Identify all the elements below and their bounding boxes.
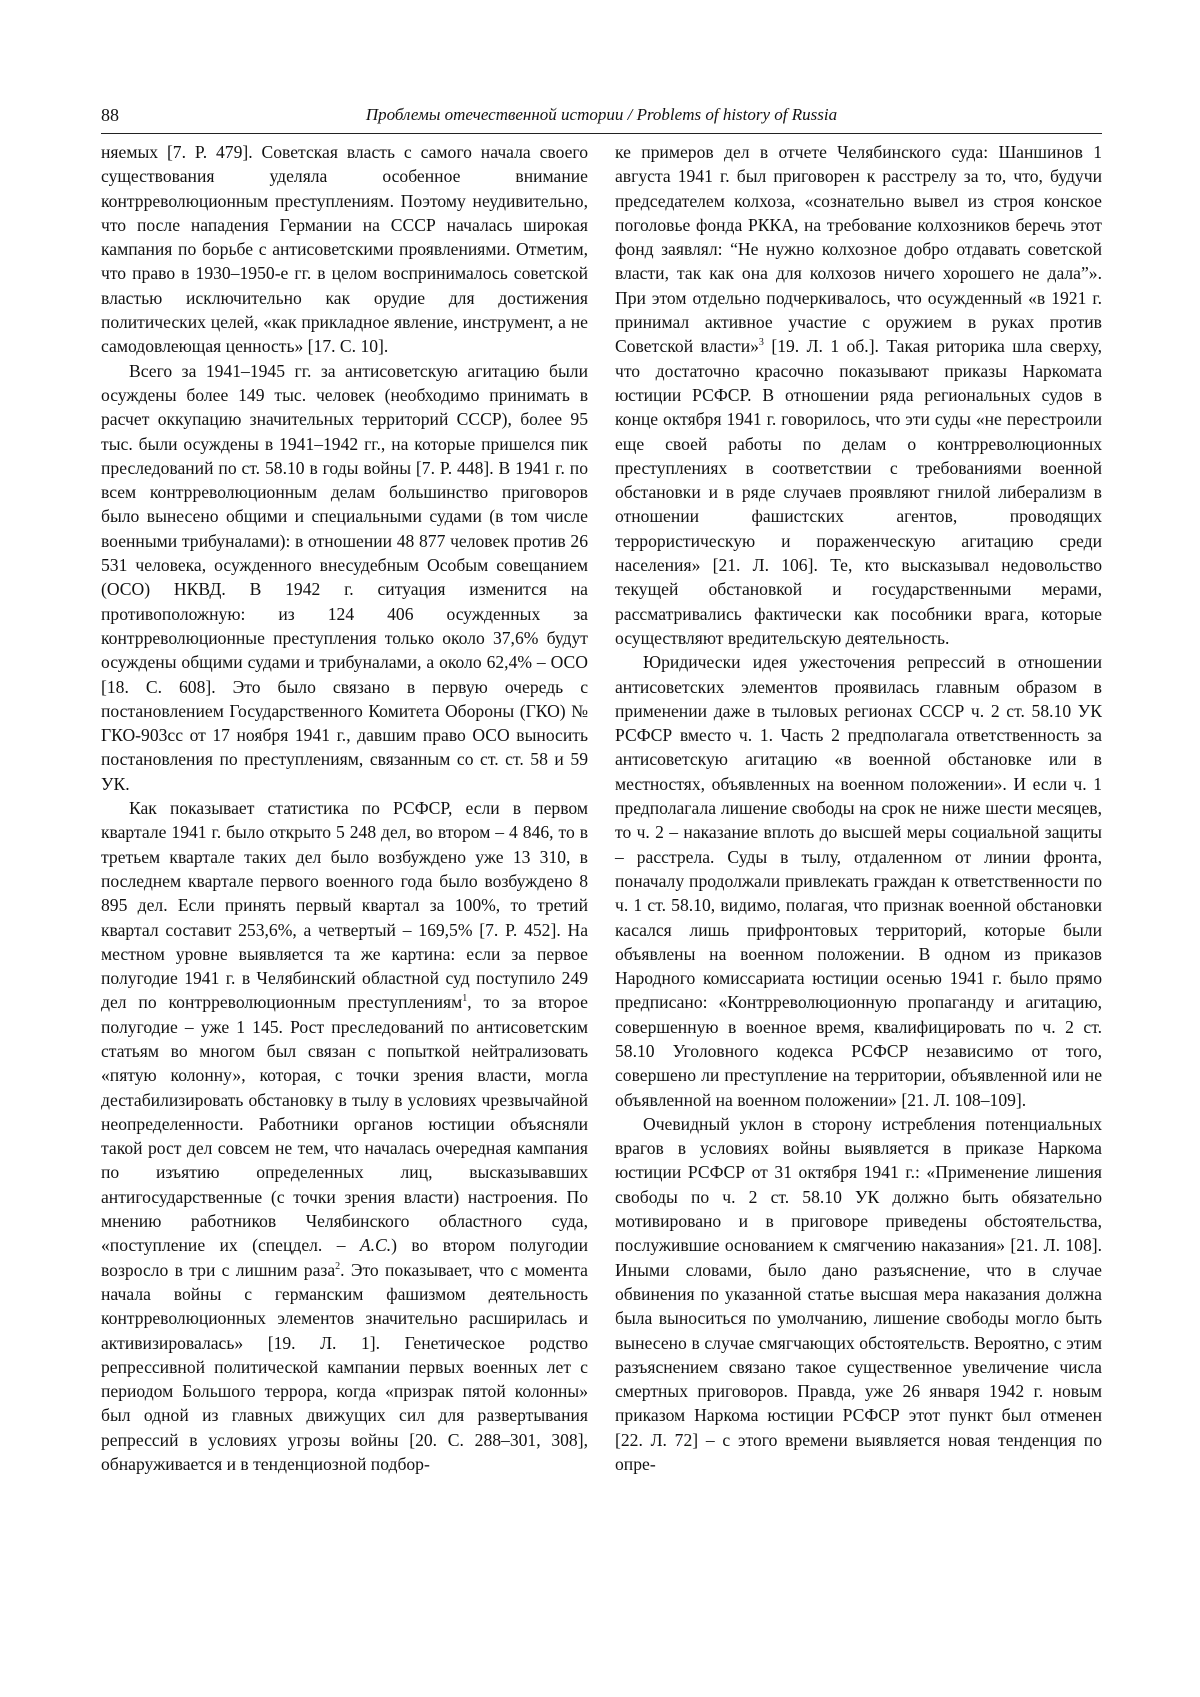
- footnote-marker: 3: [758, 337, 764, 349]
- page-header: [101, 99, 1102, 134]
- paragraph: Всего за 1941–1945 гг. за антисоветскую агитацию были осуждены более 149 тыс. человек (необходимо принимать в расчет оккупацию значительных территорий СССР), более 95 тыс. были осуждены в 1941–1942 гг., на которые пришелся пик преследований по ст. 58.10 в годы войны [7. P. 448]. В 1941 г. по всем контрреволюционным делам большинство приговоров было вынесено общими и специальными судами (в том числе военными трибуналами): в отношении 48 877 человек против 26 531 человека, осужденного внесудебным Особым совещанием (ОСО) НКВД. В 1942 г. ситуация изменится на противоположную: из 124 406 осужденных за контрреволюционные преступления только около 37,6% будут осуждены общими судами и трибуналами, а около 62,4% – ОСО [18. С. 608]. Это было связано в первую очередь с постановлением Государственного Комитета Обороны (ГКО) № ГКО-903сс от 17 ноября 1941 г., давшим право ОСО выносить постановления по преступлениям, связанным со ст. ст. 58 и 59 УК.: [101, 360, 588, 794]
- paragraph-text: ) во втором полугодии возросло в три с лишним раза: [101, 1235, 588, 1280]
- paragraph: Юридически идея ужесточения репрессий в отношении антисоветских элементов проявилась главным образом в применении даже в тыловых регионах СССР ч. 2 ст. 58.10 УК РСФСР вместо ч. 1. Часть 2 предполагала ответственность за антисоветскую агитацию «в военной обстановке или в местностях, объявленных на военном положении». И если ч. 1 предполагала лишение свободы на срок не ниже шести месяцев, то ч. 2 – наказание вплоть до высшей меры социальной защиты – расстрела. Суды в тылу, отдаленном от линии фронта, поначалу продолжали привлекать граждан к ответственности по ч. 1 ст. 58.10, видимо, полагая, что признак военной обстановки касался лишь прифронтовых территорий, которые были объявлены на военном положении. В одном из приказов Народного комиссариата юстиции осенью 1941 г. было прямо предписано: «Контрреволюционную пропаганду и агитацию, совершенную в военное время, квалифицировать по ч. 2 ст. 58.10 Уголовного кодекса РСФСР независимо от того, совершено ли преступление на территории, объявленной или не объявленной на военном положении» [21. Л. 108–109].: [615, 652, 1102, 1110]
- running-title: Проблемы отечественной истории / Problems of history of Russia: [365, 105, 838, 124]
- paragraph-text: ке примеров дел в отчете Челябинского суда: Шаншинов 1 августа 1941 г. был приговорен к расстрелу за то, что, будучи председателем колхоза, «сознательно вывел из строя конское поголовье фонда РККА, на требование колхозников беречь этот фонд заявлял: “Не нужно колхозное добро отдавать советской власти, так как она для колхозов ничего хорошего не дала”». При этом отдельно подчеркивалось, что осужденный «в 1921 г. принимал активное участие с оружием в руках против Советской власти»: [615, 142, 1102, 357]
- paragraph: [615, 140, 1102, 650]
- paragraph-text: , то за второе полугодие – уже 1 145. Рост преследований по антисоветским статьям во многом был связан с попыткой нейтрализовать «пятую колонну», которая, с точки зрения власти, могла дестабилизировать обстановку в тылу в условиях чрезвычайной неопределенности. Работники органов юстиции объясняли такой рост дел совсем не тем, что началась очередная кампания по изъятию определенных лиц, высказывавших антигосударственные (с точки зрения власти) настроения. По мнению работников Челябинского областного суда, «поступление их (спецдел. –: [101, 992, 588, 1256]
- footnote-marker: 2: [335, 1260, 341, 1272]
- paragraph-text: [19. Л. 1 об.]. Такая риторика шла сверху, что достаточно красочно показывают приказы Наркомата юстиции РСФСР. В отношении ряда региональных судов в конце октября 1941 г. говорилось, что эти суды «не перестроили еще своей работы по делам о контрреволюционных преступлениях в соответствии с требованиями военной обстановки и в ряде случаев проявляют гнилой либерализм в отношении фашистских агентов, проводящих террористическую и пораженческую агитацию среди населения» [21. Л. 106]. Те, кто высказывал недовольство текущей обстановкой и государственными мерами, рассматривались фактически как пособники врага, которые осуществляют вредительскую деятельность.: [615, 336, 1102, 648]
- paragraph: няемых [7. P. 479]. Советская власть с самого начала своего существования уделяла особенное внимание контрреволюционным преступлениям. Поэтому неудивительно, что после нападения Германии на СССР началась широкая кампания по борьбе с антисоветскими проявлениями. Отметим, что право в 1930–1950-е гг. в целом воспринималось советской властью исключительно как орудие для достижения политических целей, «как прикладное явление, инструмент, а не самодовлеющая ценность» [17. С. 10].: [101, 142, 588, 357]
- right-column: [615, 140, 1102, 1476]
- paragraph-text: Как показывает статистика по РСФСР, если в первом квартале 1941 г. было открыто 5 248 дел, во втором – 4 846, то в третьем квартале таких дел было возбуждено уже 13 310, в последнем квартале первого военного года было возбуждено 8 895 дел. Если принять первый квартал за 100%, то третий квартал составит 253,6%, а четвертый – 169,5% [7. P. 452]. На местном уровне выявляется та же картина: если за первое полугодие 1941 г. в Челябинский областной суд поступило 249 дел по контрреволюционным преступлениям: [101, 798, 588, 1013]
- author-initials: А.С.: [359, 1235, 392, 1256]
- paragraph: [101, 796, 588, 1476]
- paragraph: Очевидный уклон в сторону истребления потенциальных врагов в условиях войны выявляется в приказе Наркома юстиции РСФСР от 31 октября 1941 г.: «Применение лишения свободы по ч. 2 ст. 58.10 УК должно быть обязательно мотивировано и в приговоре приведены обстоятельства, послужившие основанием к смягчению наказания» [21. Л. 108]. Иными словами, было дано разъяснение, что в случае обвинения по указанной статье высшая мера наказания должна была выноситься по умолчанию, лишение свободы могло быть вынесено в случае смягчающих обстоятельств. Вероятно, с этим разъяснением связано такое существенное увеличение числа смертных приговоров. Правда, уже 26 января 1942 г. новым приказом Наркома юстиции РСФСР этот пункт был отменен [22. Л. 72] – с этого времени выявляется новая тенденция по опре-: [615, 1113, 1102, 1475]
- paragraph-text: . Это показывает, что с момента начала войны с германским фашизмом деятельность контрреволюционных элементов значительно расширилась и активизировалась» [19. Л. 1]. Генетическое родство репрессивной политической кампании первых военных лет с периодом Большого террора, когда «призрак пятой колонны» был одной из главных движущих сил для развертывания репрессий в условиях угрозы войны [20. С. 288–301, 308], обнаруживается и в тенденциозной подбор-: [101, 1259, 588, 1475]
- left-column: [101, 140, 588, 1476]
- page-number: 88: [101, 105, 119, 125]
- footnote-marker: 1: [462, 993, 468, 1005]
